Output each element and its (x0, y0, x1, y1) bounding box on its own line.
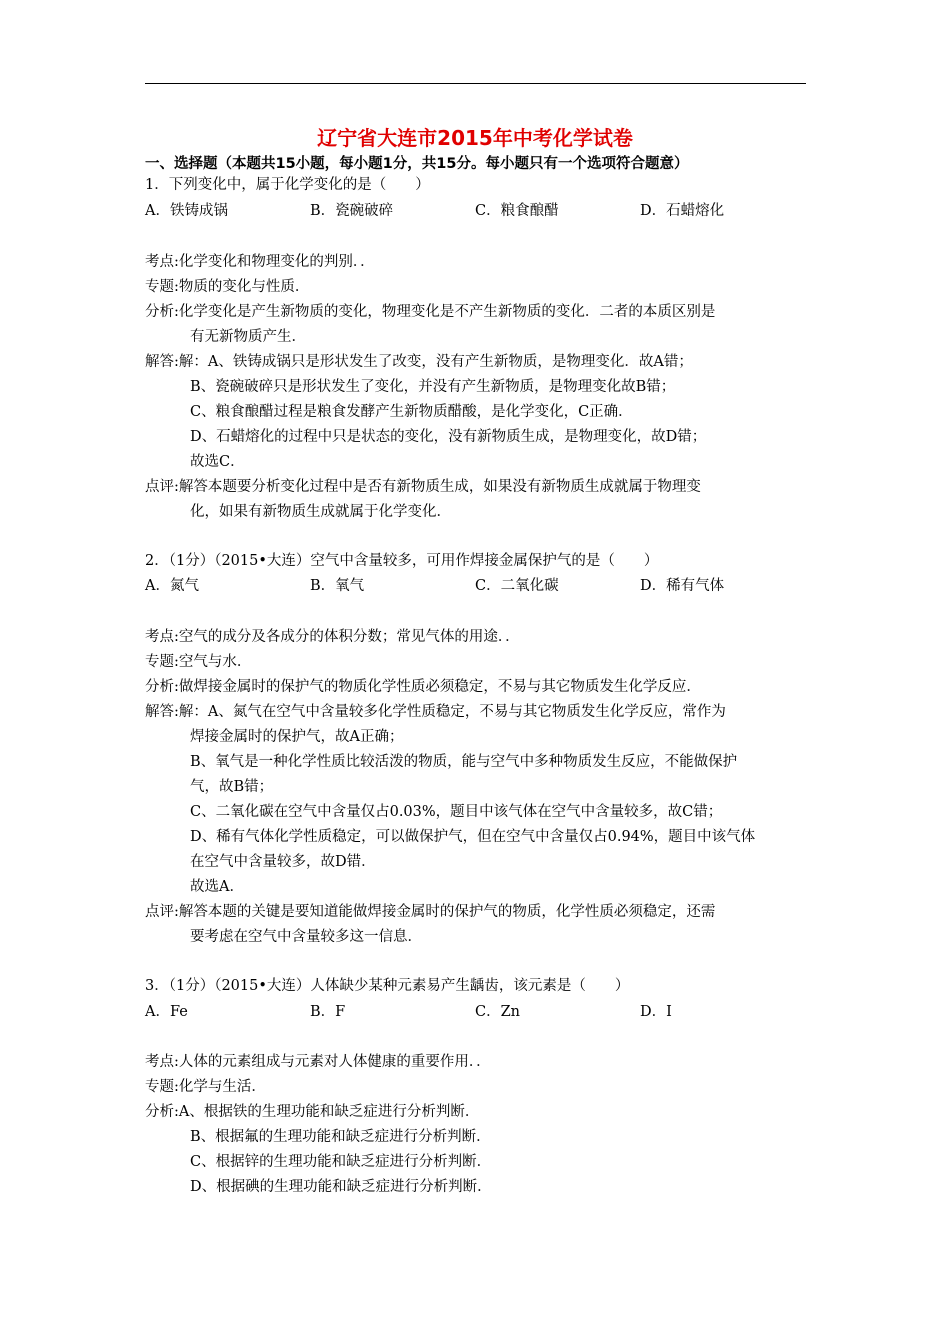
q1-zhuanti: 专题:物质的变化与性质． (145, 279, 310, 295)
q2-jieda-5: C、二氧化碳在空气中含量仅占0.03%，题目中该气体在空气中含量较多，故C错； (190, 804, 723, 820)
q1-option-c: C．粮食酿醋 (475, 203, 559, 219)
q1-fenxi-2: 有无新物质产生． (190, 329, 306, 345)
q2-kaodian: 考点:空气的成分及各成分的体积分数；常见气体的用途．． (145, 629, 520, 645)
q2-jieda-2: 焊接金属时的保护气，故A正确； (190, 729, 404, 745)
q1-dianping-1: 点评:解答本题要分析变化过程中是否有新物质生成，如果没有新物质生成就属于物理变 (145, 479, 701, 495)
q3-fenxi-4: D、根据碘的生理功能和缺乏症进行分析判断． (190, 1179, 492, 1195)
q1-stem: 1．下列变化中，属于化学变化的是（ ） (145, 177, 430, 193)
q1-jieda-3: C、粮食酿醋过程是粮食发酵产生新物质醋酸，是化学变化，C正确． (190, 404, 633, 420)
q1-jieda-5: 故选C． (190, 454, 245, 470)
q3-option-b: B．F (310, 1004, 346, 1020)
q1-dianping-2: 化，如果有新物质生成就属于化学变化． (190, 504, 451, 520)
q3-option-a: A．Fe (145, 1004, 188, 1020)
q2-jieda-8: 故选A． (190, 879, 244, 895)
q2-dianping-1: 点评:解答本题的关键是要知道能做焊接金属时的保护气的物质，化学性质必须稳定，还需 (145, 904, 716, 920)
q2-fenxi: 分析:做焊接金属时的保护气的物质化学性质必须稳定，不易与其它物质发生化学反应． (145, 679, 701, 695)
q2-stem: 2．（1分）（2015•大连）空气中含量较多，可用作焊接金属保护气的是（ ） (145, 553, 659, 569)
q2-option-c: C．二氧化碳 (475, 578, 559, 594)
header-rule (145, 83, 806, 84)
q1-jieda-4: D、石蜡熔化的过程中只是状态的变化，没有新物质生成，是物理变化，故D错； (190, 429, 707, 445)
q3-fenxi-3: C、根据锌的生理功能和缺乏症进行分析判断． (190, 1154, 492, 1170)
q1-jieda-2: B、瓷碗破碎只是形状发生了变化，并没有产生新物质，是物理变化故B错； (190, 379, 676, 395)
q2-dianping-2: 要考虑在空气中含量较多这一信息． (190, 929, 422, 945)
q2-option-a: A．氮气 (145, 578, 199, 594)
q3-option-c: C．Zn (475, 1004, 521, 1020)
q3-option-d: D．I (640, 1004, 672, 1020)
q2-jieda-7: 在空气中含量较多，故D错． (190, 854, 376, 870)
q3-stem: 3．（1分）（2015•大连）人体缺少某种元素易产生龋齿，该元素是（ ） (145, 978, 630, 994)
q3-zhuanti: 专题:化学与生活． (145, 1079, 266, 1095)
page-title: 辽宁省大连市2015年中考化学试卷 (317, 126, 633, 150)
q2-jieda-1: 解答:解：A、氮气在空气中含量较多化学性质稳定，不易与其它物质发生化学反应，常作为 (145, 704, 726, 720)
q2-jieda-3: B、氧气是一种化学性质比较活泼的物质，能与空气中多种物质发生反应，不能做保护 (190, 754, 738, 770)
q3-kaodian: 考点:人体的元素组成与元素对人体健康的重要作用．． (145, 1054, 491, 1070)
q2-zhuanti: 专题:空气与水． (145, 654, 252, 670)
q1-jieda-1: 解答:解：A、铁铸成锅只是形状发生了改变，没有产生新物质，是物理变化．故A错； (145, 354, 693, 370)
section-header: 一、选择题（本题共15小题，每小题1分，共15分。每小题只有一个选项符合题意） (145, 156, 689, 172)
q2-option-d: D．稀有气体 (640, 578, 725, 594)
q3-fenxi-1: 分析:A、根据铁的生理功能和缺乏症进行分析判断． (145, 1104, 480, 1120)
q2-option-b: B．氧气 (310, 578, 365, 594)
q1-option-d: D．石蜡熔化 (640, 203, 725, 219)
q2-jieda-6: D、稀有气体化学性质稳定，可以做保护气，但在空气中含量仅占0.94%，题目中该气体 (190, 829, 756, 845)
q1-fenxi-1: 分析:化学变化是产生新物质的变化，物理变化是不产生新物质的变化．二者的本质区别是 (145, 304, 716, 320)
q1-kaodian: 考点:化学变化和物理变化的判别．． (145, 254, 375, 270)
q2-jieda-4: 气，故B错； (190, 779, 274, 795)
q3-fenxi-2: B、根据氟的生理功能和缺乏症进行分析判断． (190, 1129, 491, 1145)
q1-option-b: B．瓷碗破碎 (310, 203, 394, 219)
q1-option-a: A．铁铸成锅 (145, 203, 228, 219)
